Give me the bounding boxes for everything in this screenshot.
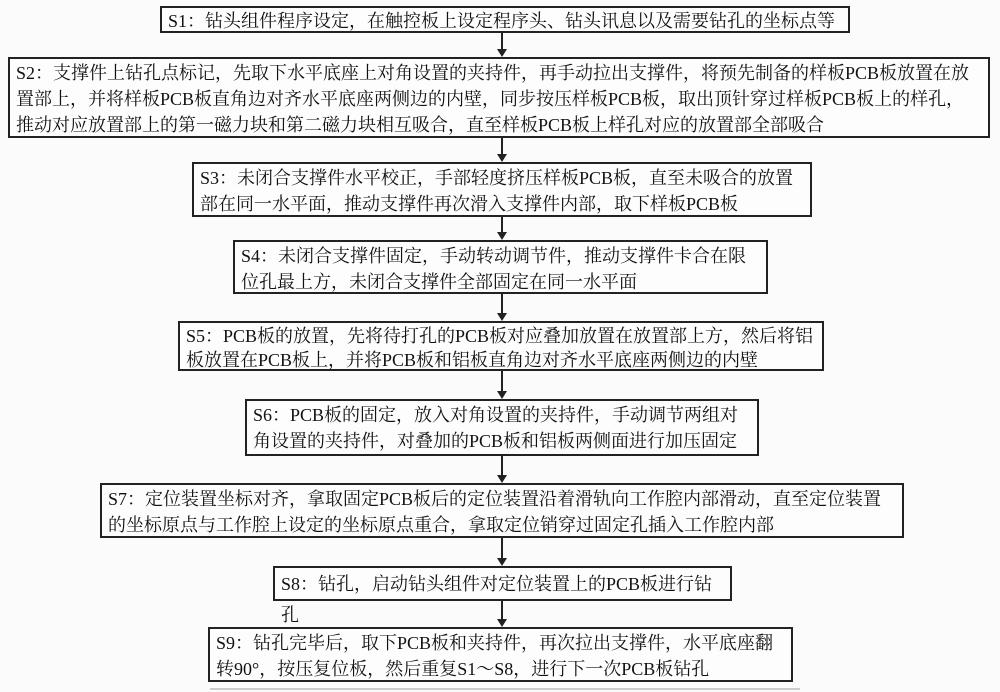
- arrow-shaft: [501, 538, 503, 559]
- arrow-shaft: [501, 217, 503, 233]
- arrow-head-down-icon: [497, 49, 507, 57]
- flow-step-s3: S3：未闭合支撑件水平校正，手部轻度挤压样板PCB板，直至未吸合的放置部在同一水平面，推动支撑件再次滑入支撑件内部，取下样板PCB板: [192, 162, 812, 217]
- flow-step-s9: S9：钻孔完毕后，取下PCB板和夹持件，再次拉出支撑件，水平底座翻转90°，按压复位板，然后重复S1～S8，进行下一次PCB板钻孔: [208, 627, 793, 682]
- arrow-shaft: [501, 138, 503, 155]
- arrow-shaft: [501, 601, 503, 620]
- arrow-head-down-icon: [497, 391, 507, 399]
- arrow-head-down-icon: [497, 619, 507, 627]
- flow-step-s7: S7：定位装置坐标对齐，拿取固定PCB板后的定位装置沿着滑轨向工作腔内部滑动，直至定位装置的坐标原点与工作腔上设定的坐标原点重合，拿取定位销穿过固定孔插入工作腔内部: [100, 483, 904, 538]
- flow-step-s1: S1：钻头组件程序设定，在触控板上设定程序头、钻头讯息以及需要钻孔的坐标点等: [160, 6, 850, 33]
- arrow-head-down-icon: [497, 154, 507, 162]
- arrow-head-down-icon: [497, 475, 507, 483]
- flow-step-s2: S2：支撑件上钻孔点标记，先取下水平底座上对角设置的夹持件，再手动拉出支撑件，将预先制备的样板PCB板放置在放置部上，并将样板PCB板直角边对齐水平底座两侧边的内壁，同步按压样板PCB板，取出顶针穿过样板PCB板上的样孔，推动对应放置部上的第一磁力块和第二磁力块相互吸合，直至样板PCB板上样孔对应的放置部全部吸合: [8, 57, 990, 138]
- arrow-shaft: [501, 371, 503, 392]
- arrow-head-down-icon: [497, 232, 507, 240]
- flow-step-s4: S4：未闭合支撑件固定，手动转动调节件，推动支撑件卡合在限位孔最上方，未闭合支撑件全部固定在同一水平面: [233, 240, 768, 294]
- flow-step-s5: S5：PCB板的放置，先将待打孔的PCB板对应叠加放置在放置部上方，然后将铝板放置在PCB板上，并将PCB板和铝板直角边对齐水平底座两侧边的内壁: [178, 321, 824, 371]
- arrow-shaft: [501, 33, 503, 50]
- flow-step-s8: S8：钻孔，启动钻头组件对定位装置上的PCB板进行钻孔: [273, 566, 732, 601]
- arrow-head-down-icon: [497, 558, 507, 566]
- flow-step-s6: S6：PCB板的固定，放入对角设置的夹持件，手动调节两组对角设置的夹持件，对叠加的PCB板和铝板两侧面进行加压固定: [245, 399, 759, 456]
- arrow-shaft: [501, 294, 503, 314]
- arrow-shaft: [501, 456, 503, 476]
- scan-artifact-line: [210, 688, 800, 690]
- arrow-head-down-icon: [497, 313, 507, 321]
